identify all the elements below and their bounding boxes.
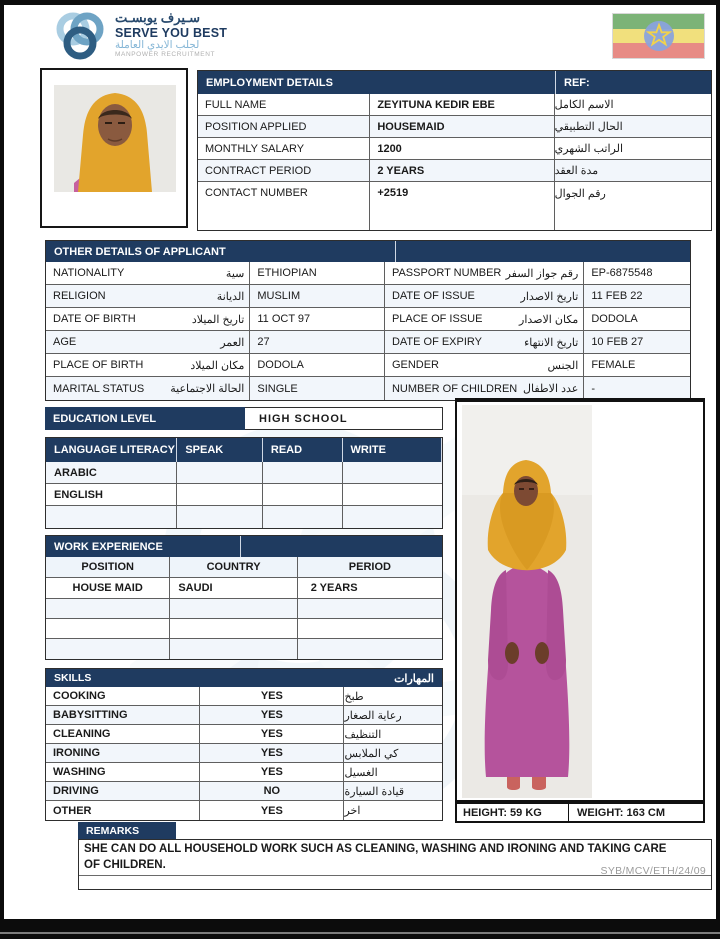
- skill-label-arabic: الغسيل: [344, 766, 378, 779]
- weight-value: WEIGHT: 163 CM: [577, 806, 666, 819]
- column-header: PERIOD: [348, 561, 391, 573]
- field-value: -: [591, 382, 595, 395]
- position-value: [46, 639, 170, 659]
- field-label-arabic: تاريخ الميلاد: [191, 313, 245, 326]
- field-label: AGE: [53, 336, 77, 348]
- skill-label: OTHER: [46, 801, 200, 820]
- field-value: FEMALE: [591, 359, 636, 371]
- field-value: 11 FEB 22: [591, 290, 643, 302]
- field-value: 10 FEB 27: [591, 336, 644, 348]
- field-value: 1200: [370, 138, 554, 159]
- field-label-arabic: تاريخ الاصدار: [520, 290, 579, 303]
- skills-title: SKILLS: [54, 672, 92, 684]
- skill-label: CLEANING: [46, 725, 200, 743]
- write-cell: [343, 484, 443, 505]
- flag-star-emblem-icon: [642, 19, 676, 53]
- field-label-arabic: مكان الميلاد: [190, 359, 245, 372]
- employment-row-contact: [198, 182, 711, 230]
- skills-title-arabic: المهارات: [394, 672, 434, 685]
- field-label-arabic: عدد الاطفال: [523, 383, 579, 395]
- skills-table: [45, 668, 443, 821]
- field-label: POSITION APPLIED: [198, 116, 370, 137]
- country-value: [170, 639, 297, 659]
- employment-row-full-name: [198, 94, 711, 116]
- language-literacy-table: [45, 437, 443, 529]
- field-value: ETHIOPIAN: [250, 262, 385, 284]
- field-label: GENDER: [391, 359, 439, 371]
- work-experience-header-spacer: [241, 536, 442, 557]
- field-label-arabic: الديانة: [216, 290, 245, 303]
- column-header: WRITE: [343, 438, 443, 462]
- skill-label-arabic: رعاية الصغار: [344, 709, 402, 722]
- language-name: [46, 506, 177, 528]
- field-label-arabic: مدة العقد: [554, 165, 599, 177]
- skill-label: DRIVING: [46, 782, 200, 800]
- period-value: [298, 599, 442, 618]
- skill-row-washing: [46, 763, 442, 782]
- employment-title: EMPLOYMENT DETAILS: [198, 71, 556, 94]
- work-experience-title: WORK EXPERIENCE: [46, 536, 241, 557]
- brand-name-arabic: سـيرف يوبسـت: [115, 10, 201, 25]
- education-level-value: HIGH SCHOOL: [245, 407, 443, 430]
- column-header: READ: [263, 438, 343, 462]
- body-stats-row: [455, 802, 705, 823]
- read-cell: [263, 462, 343, 483]
- field-label-arabic: رقم الجوال: [554, 188, 606, 200]
- employment-details-table: [197, 70, 712, 231]
- ethiopia-flag-icon: [612, 13, 705, 59]
- field-label: FULL NAME: [198, 94, 370, 115]
- field-value: HOUSEMAID: [370, 116, 554, 137]
- field-label: DATE OF ISSUE: [391, 290, 475, 302]
- work-row-empty: [46, 639, 442, 659]
- other-details-table: [45, 240, 691, 401]
- brand-text: [115, 9, 227, 59]
- skill-value: YES: [200, 687, 344, 705]
- knot-logo-icon: [52, 9, 108, 65]
- skill-value: YES: [200, 763, 344, 781]
- skill-row-cleaning: [46, 725, 442, 744]
- other-details-header: [46, 241, 690, 262]
- work-columns-row: [46, 557, 442, 578]
- employment-row-salary: [198, 138, 711, 160]
- skill-row-ironing: [46, 744, 442, 763]
- column-header: COUNTRY: [170, 557, 297, 577]
- position-value: HOUSE MAID: [46, 578, 170, 598]
- height-value: HEIGHT: 59 KG: [457, 804, 569, 821]
- detail-row-date-of-birth: [46, 308, 690, 331]
- page-top-border: [0, 0, 720, 5]
- field-label-arabic: مكان الاصدار: [519, 313, 579, 326]
- education-level-label: EDUCATION LEVEL: [45, 407, 245, 430]
- skill-row-other: [46, 801, 442, 820]
- page-bottom-border: [0, 919, 720, 939]
- field-value: 2 YEARS: [370, 160, 554, 181]
- field-label: DATE OF EXPIRY: [391, 336, 482, 348]
- page-right-border: [716, 0, 720, 920]
- field-label: NATIONALITY: [53, 267, 125, 279]
- field-value: MUSLIM: [250, 285, 385, 307]
- skill-row-driving: [46, 782, 442, 801]
- other-details-title: OTHER DETAILS OF APPLICANT: [46, 241, 396, 262]
- field-label: PLACE OF BIRTH: [53, 359, 144, 371]
- period-value: [298, 619, 442, 638]
- field-label-arabic: الاسم الكامل: [554, 99, 614, 111]
- education-level-row: [45, 407, 443, 430]
- full-body-image: [462, 405, 592, 798]
- skill-row-babysitting: [46, 706, 442, 725]
- page-left-border: [0, 0, 4, 920]
- work-experience-header: [46, 536, 442, 557]
- work-row-empty: [46, 599, 442, 619]
- field-label-arabic: تاريخ الانتهاء: [524, 336, 579, 349]
- column-header: POSITION: [46, 557, 170, 577]
- field-value: ZEYITUNA KEDIR EBE: [370, 94, 554, 115]
- skill-label: WASHING: [46, 763, 200, 781]
- field-label-arabic: الحال التطبيقي: [554, 121, 623, 133]
- column-header: SPEAK: [177, 438, 263, 462]
- applicant-full-body-photo: [455, 398, 705, 802]
- column-header: LANGUAGE LITERACY: [46, 438, 177, 462]
- detail-row-religion: [46, 285, 690, 308]
- field-label: MARITAL STATUS: [53, 382, 145, 395]
- field-label-arabic: الجنس: [547, 359, 579, 372]
- work-row: [46, 578, 442, 599]
- skill-label: BABYSITTING: [46, 706, 200, 724]
- skill-label-arabic: طبخ: [344, 690, 364, 703]
- period-value: [298, 639, 442, 659]
- read-cell: [263, 506, 343, 528]
- field-label: DATE OF BIRTH: [53, 313, 136, 325]
- language-table-header: [46, 438, 442, 462]
- field-label: PLACE OF ISSUE: [391, 313, 483, 325]
- portrait-image: [54, 85, 176, 192]
- country-value: SAUDI: [170, 578, 297, 598]
- field-value: DODOLA: [250, 354, 385, 376]
- field-label-arabic: الراتب الشهري: [554, 143, 624, 155]
- ref-label: REF:: [564, 76, 590, 89]
- detail-row-age: [46, 331, 690, 354]
- write-cell: [343, 506, 443, 528]
- speak-cell: [177, 506, 263, 528]
- employment-row-position: [198, 116, 711, 138]
- language-row-arabic: [46, 462, 442, 484]
- skills-header: [46, 669, 442, 687]
- skill-label: COOKING: [46, 687, 200, 705]
- skill-value: YES: [200, 725, 344, 743]
- speak-cell: [177, 484, 263, 505]
- field-value: DODOLA: [591, 313, 638, 325]
- field-value: EP-6875548: [591, 267, 653, 279]
- applicant-portrait-photo: [40, 68, 188, 228]
- skill-label-arabic: التنظيف: [344, 728, 382, 741]
- write-cell: [343, 462, 443, 483]
- employment-row-contract: [198, 160, 711, 182]
- field-value: 11 OCT 97: [250, 308, 385, 330]
- language-row-english: [46, 484, 442, 506]
- field-value: 27: [250, 331, 385, 353]
- read-cell: [263, 484, 343, 505]
- field-label: CONTACT NUMBER: [198, 182, 370, 230]
- field-label: RELIGION: [53, 290, 106, 302]
- remarks-header: REMARKS: [78, 822, 176, 839]
- remarks-text: SHE CAN DO ALL HOUSEHOLD WORK SUCH AS CLEANING, WASHING AND IRONING AND TAKING CARE OF CHILDREN.: [84, 843, 667, 871]
- brand-logo: [52, 9, 227, 65]
- field-label: CONTRACT PERIOD: [198, 160, 370, 181]
- field-label-arabic: الحالة الاجتماعية: [170, 383, 245, 395]
- work-experience-table: [45, 535, 443, 660]
- field-value: SINGLE: [250, 377, 385, 400]
- speak-cell: [177, 462, 263, 483]
- field-label-arabic: سية: [225, 267, 245, 280]
- detail-row-marital-status: [46, 377, 690, 400]
- other-details-header-spacer: [396, 241, 690, 262]
- bottom-border-line: [0, 932, 720, 934]
- field-label: MONTHLY SALARY: [198, 138, 370, 159]
- document-ref-code: SYB/MCV/ETH/24/09: [600, 865, 706, 877]
- field-label: PASSPORT NUMBER: [391, 267, 502, 279]
- work-row-empty: [46, 619, 442, 639]
- field-label-arabic: العمر: [220, 336, 245, 349]
- position-value: [46, 619, 170, 638]
- language-name: ENGLISH: [46, 484, 177, 505]
- field-label: NUMBER OF CHILDREN: [391, 382, 518, 395]
- brand-tagline-english: MANPOWER RECRUITMENT: [115, 51, 216, 59]
- skill-label: IRONING: [46, 744, 200, 762]
- skill-value: YES: [200, 706, 344, 724]
- detail-row-place-of-birth: [46, 354, 690, 377]
- field-label-arabic: رقم جواز السفر: [505, 267, 579, 280]
- remarks-box: [78, 839, 712, 890]
- employment-table-header: [198, 71, 711, 94]
- brand-name-english: SERVE YOU BEST: [115, 25, 228, 40]
- skill-value: YES: [200, 744, 344, 762]
- brand-tagline-arabic: لجلب الايدي العاملة: [115, 38, 200, 51]
- skill-label-arabic: قيادة السيارة: [344, 785, 405, 798]
- position-value: [46, 599, 170, 618]
- language-name: ARABIC: [46, 462, 177, 483]
- skill-value: NO: [200, 782, 344, 800]
- detail-row-nationality: [46, 262, 690, 285]
- skill-label-arabic: اخر: [344, 805, 361, 817]
- skill-row-cooking: [46, 687, 442, 706]
- skill-label-arabic: كي الملابس: [344, 747, 399, 760]
- country-value: [170, 619, 297, 638]
- country-value: [170, 599, 297, 618]
- language-row-empty: [46, 506, 442, 528]
- field-value: +2519: [370, 182, 554, 230]
- skill-value: YES: [200, 801, 344, 820]
- period-value: 2 YEARS: [310, 582, 358, 594]
